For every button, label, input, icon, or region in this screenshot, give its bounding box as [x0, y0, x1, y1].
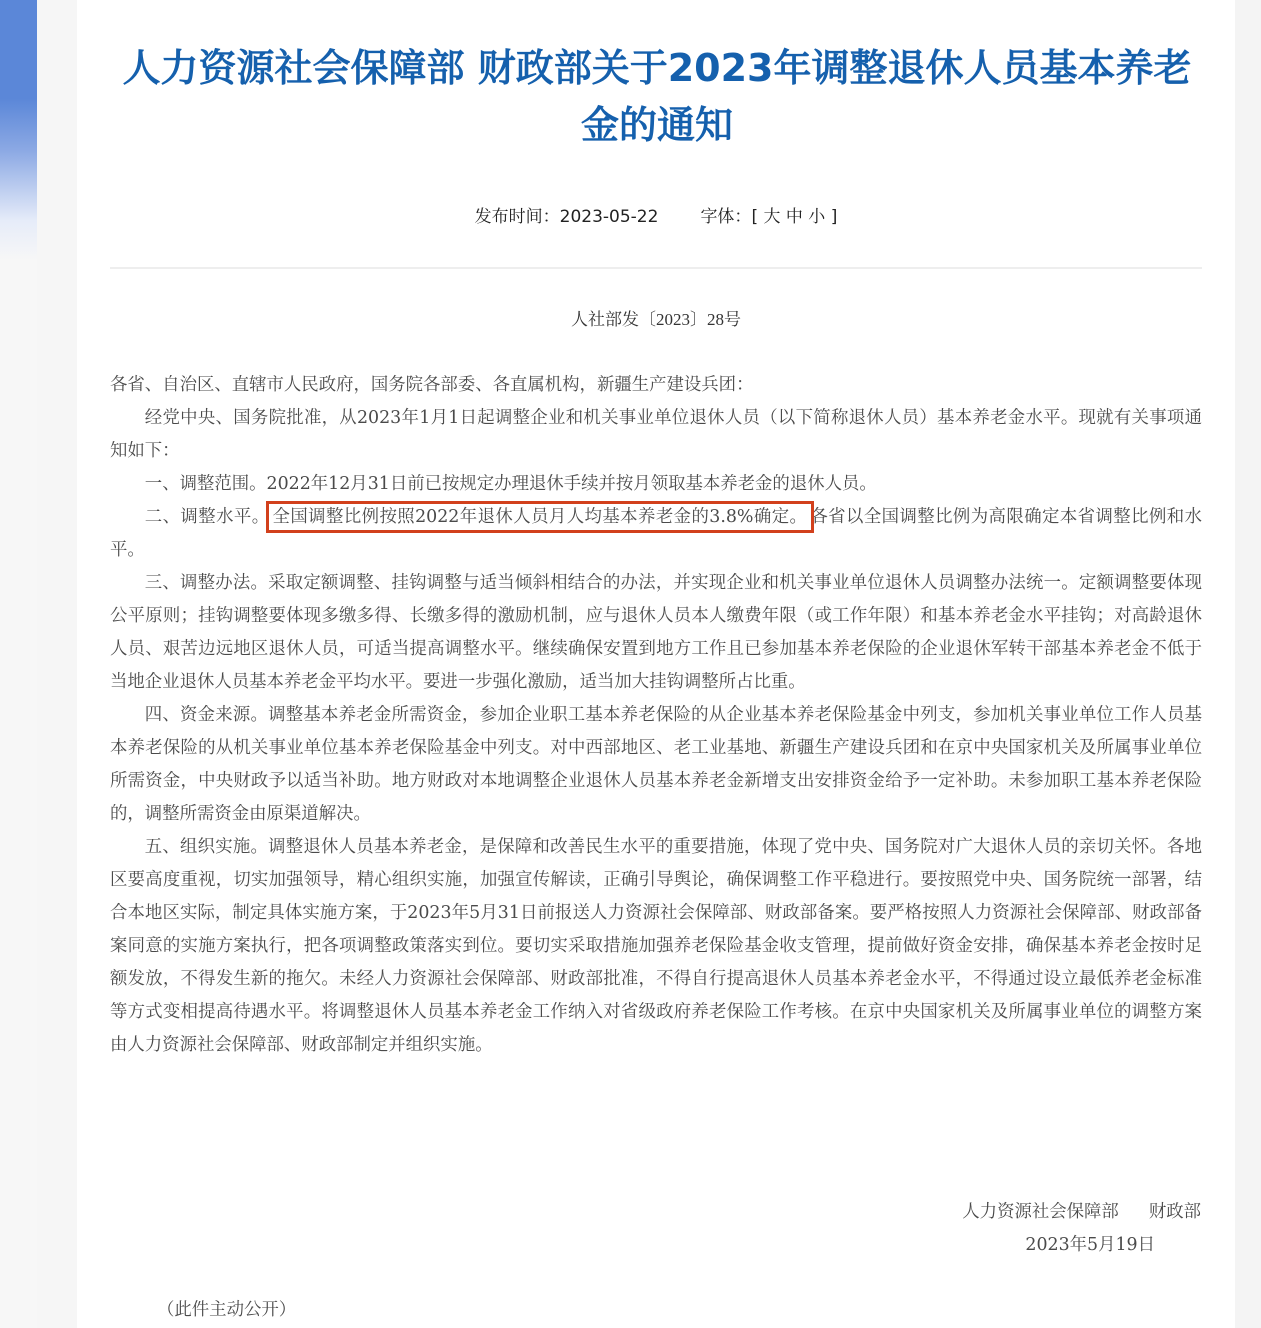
signing-org-mof: 财政部 [1148, 1202, 1201, 1222]
section-implementation: 五、组织实施。调整退休人员基本养老金，是保障和改善民生水平的重要措施，体现了党中央、国务院对广大退休人员的亲切关怀。各地区要高度重视，切实加强领导，精心组织实施，加强宣传解读，正确引导舆论，确保调整工作平稳进行。要按照党中央、国务院统一部署，结合本地区实际，制定具体实施方案，于2023年5月31日前报送人力资源社会保障部、财政部备案。要严格按照人力资源社会保障部、财政部备案同意的实施方案执行，把各项调整政策落实到位。要切实采取措施加强养老保险基金收支管理，提前做好资金安排，确保基本养老金按时足额发放，不得发生新的拖欠。未经人力资源社会保障部、财政部批准，不得自行提高退休人员基本养老金水平，不得通过设立最低养老金标准等方式变相提高待遇水平。将调整退休人员基本养老金工作纳入对省级政府养老保险工作考核。在京中央国家机关及所属事业单位的调整方案由人力资源社会保障部、财政部制定并组织实施。 [110, 837, 1202, 1055]
section-level-prefix: 二、调整水平。 [144, 507, 270, 527]
section-funding: 四、资金来源。调整基本养老金所需资金，参加企业职工基本养老保险的从企业基本养老保险基金中列支，参加机关事业单位工作人员基本养老保险的从机关事业单位基本养老保险基金中列支。对中西部地区、老工业基地、新疆生产建设兵团和在京中央国家机关及所属事业单位所需资金，中央财政予以适当补助。地方财政对本地调整企业退休人员基本养老金新增支出安排资金给予一定补助。未参加职工基本养老保险的，调整所需资金由原渠道解决。 [110, 705, 1202, 824]
document-meta [77, 202, 1235, 227]
font-size-close-bracket: ] [830, 207, 838, 227]
document-number: 人社部发〔2023〕28号 [571, 310, 741, 329]
publish-date: 2023-05-22 [559, 207, 659, 227]
font-size-label: 字体： [700, 207, 752, 227]
document-page [77, 0, 1235, 1328]
public-disclosure-note: （此件主动公开） [157, 1300, 297, 1320]
header-divider [110, 267, 1202, 269]
addressee: 各省、自治区、直辖市人民政府，国务院各部委、各直属机构，新疆生产建设兵团： [110, 375, 754, 395]
signing-org-mohrss: 人力资源社会保障部 [962, 1202, 1119, 1222]
document-title: 人力资源社会保障部 财政部关于2023年调整退休人员基本养老金的通知 [122, 46, 1192, 147]
intro-paragraph: 经党中央、国务院批准，从2023年1月1日起调整企业和机关事业单位退休人员（以下简称退休人员）基本养老金水平。现就有关事项通知如下： [110, 408, 1202, 461]
publish-label: 发布时间： [474, 207, 560, 227]
font-size-open-bracket: [ [751, 207, 759, 227]
document-body [110, 369, 1202, 1062]
left-margin [37, 0, 77, 1328]
font-size-small-link[interactable]: 小 [808, 207, 826, 227]
signing-date: 2023年5月19日 [1025, 1235, 1155, 1255]
highlighted-adjustment-rate: 全国调整比例按照2022年退休人员月人均基本养老金的3.8%确定。 [270, 505, 811, 529]
font-size-medium-link[interactable]: 中 [785, 207, 803, 227]
section-level [110, 501, 1202, 567]
section-level-suffix: 各省以全国调整比例为高限确定本省调整比例和水平。 [110, 507, 1202, 560]
section-method: 三、调整办法。采取定额调整、挂钩调整与适当倾斜相结合的办法，并实现企业和机关事业单位退休人员调整办法统一。定额调整要体现公平原则；挂钩调整要体现多缴多得、长缴多得的激励机制，应与退休人员本人缴费年限（或工作年限）和基本养老金水平挂钩；对高龄退休人员、艰苦边远地区退休人员，可适当提高调整水平。继续确保安置到地方工作且已参加基本养老保险的企业退休军转干部基本养老金不低于当地企业退休人员基本养老金平均水平。要进一步强化激励，适当加大挂钩调整所占比重。 [110, 573, 1202, 692]
signature-block [962, 1196, 1201, 1262]
right-margin [1235, 0, 1261, 1328]
font-size-large-link[interactable]: 大 [763, 207, 781, 227]
section-scope: 一、调整范围。2022年12月31日前已按规定办理退休手续并按月领取基本养老金的退休人员。 [144, 474, 877, 494]
left-decorative-gradient [0, 0, 37, 260]
